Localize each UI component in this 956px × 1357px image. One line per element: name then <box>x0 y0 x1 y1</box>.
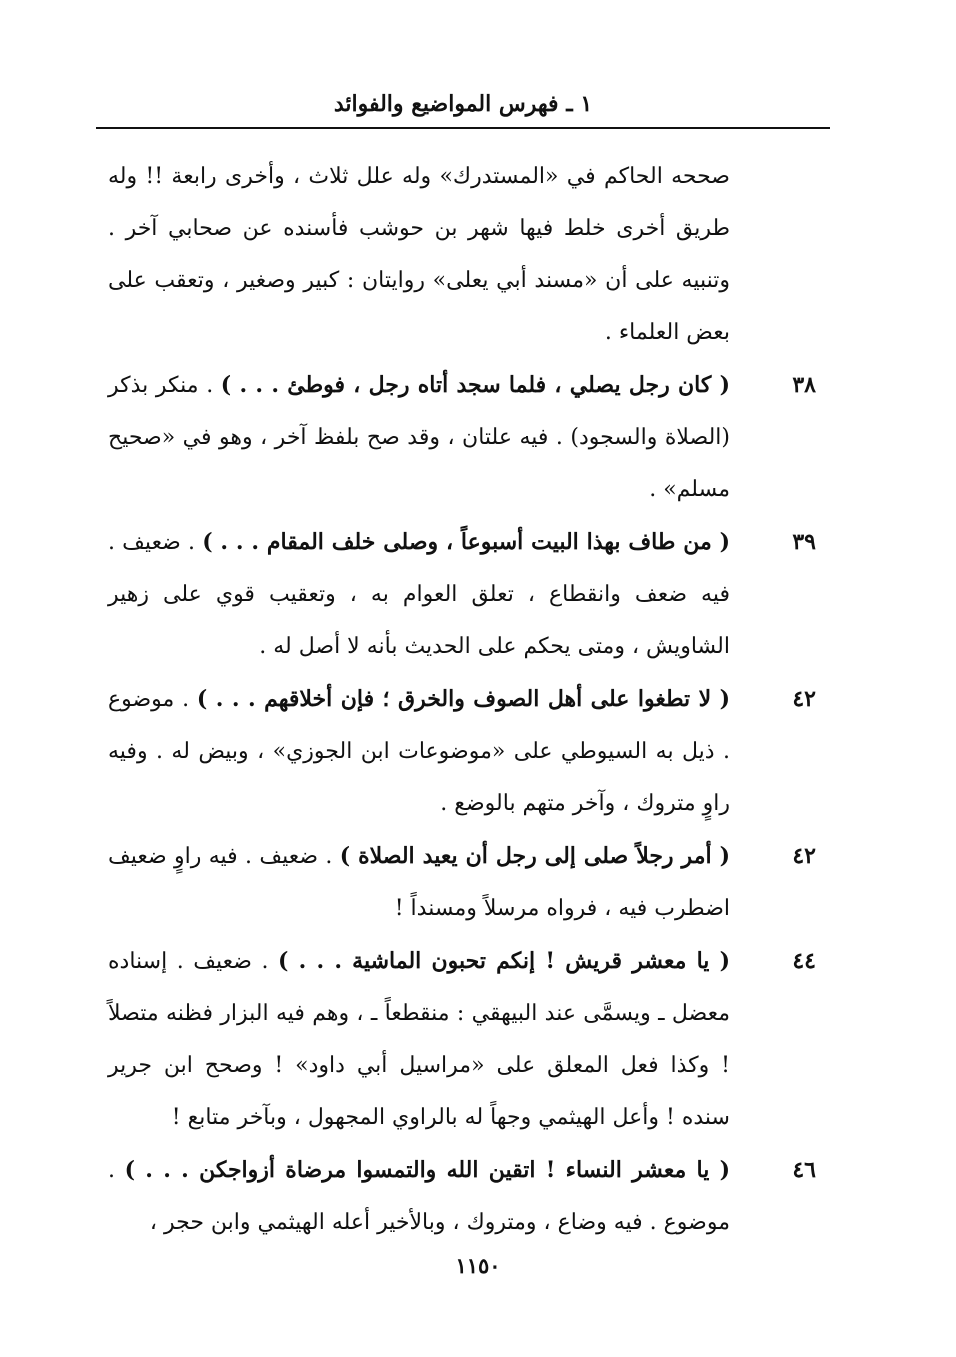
page-number: ١١٥٠ <box>455 1253 501 1278</box>
entry-number: ٤٤ <box>792 948 816 974</box>
entry-number: ٤٢ <box>792 843 816 869</box>
entry-46 <box>0 1144 956 1249</box>
entry-39 <box>0 516 956 673</box>
header-rule <box>96 127 830 129</box>
entry-44 <box>0 935 956 1144</box>
entry-number: ٤٢ <box>792 686 816 712</box>
entry-body: . ضعيف . فيه ضعف وانقطاع ، تعلق العوام به ، وتعقيب قوي على زهير الشاويش ، ومتى يحكم على الحديث بأنه لا أصل له . <box>108 530 730 659</box>
entry-body: . موضوع . فيه وضاع ، ومتروك ، وبالأخير أعله الهيثمي وابن حجر ، <box>108 1158 730 1235</box>
entry-38 <box>0 359 956 516</box>
entry-lead: ( لا تطغوا على أهل الصوف والخرق ؛ فإن أخلاقهم . . . ) <box>196 686 730 712</box>
entry-body: . ضعيف . فيه راوٍ ضعيف اضطرب فيه ، فرواه مرسلاً ومسنداً ! <box>108 844 730 921</box>
entry-lead: ( من طاف بهذا البيت أسبوعاً ، وصلى خلف المقام . . . ) <box>202 529 730 555</box>
entry-text <box>108 830 730 935</box>
entry-42-a <box>0 673 956 830</box>
entry-lead: ( كان رجل يصلي ، فلما سجد أتاه رجل ، فوطئ . . . ) <box>220 372 731 398</box>
entry-body: . منكر بذكر (الصلاة والسجود) . فيه علتان ، وقد صح بلفظ آخر ، وهو في «صحيح مسلم» . <box>108 373 730 502</box>
entry-text <box>108 150 730 359</box>
entry-text <box>108 935 730 1144</box>
entry-number: ٣٩ <box>792 529 816 555</box>
running-header: ١ ـ فهرس المواضيع والفوائد <box>333 91 593 117</box>
entry-lead: ( يا معشر قريش ! إنكم تحبون الماشية . . . ) <box>278 948 730 974</box>
entry-42-b <box>0 830 956 935</box>
entry-text <box>108 673 730 830</box>
entry-text <box>108 516 730 673</box>
entry-text <box>108 359 730 516</box>
index-entries <box>0 150 956 1249</box>
entry-body: . موضوع . ذيل به السيوطي على «موضوعات ابن الجوزي» ، وبيض له . وفيه راوٍ متروك ، وآخر متهم بالوضع . <box>108 687 730 816</box>
entry-lead: ( يا معشر النساء ! اتقين الله والتمسوا مرضاة أزواجكن . . . ) <box>124 1157 731 1183</box>
entry-text <box>108 1144 730 1249</box>
entry-lead: ( أمر رجلاً صلى إلى رجل أن يعيد الصلاة ) <box>339 843 730 869</box>
entry-body: صححه الحاكم في «المستدرك» وله علل ثلاث ، وأخرى رابعة !! وله طريق أخرى خلط فيها شهر بن حوشب فأسنده عن صحابي آخر . وتنبيه على أن «مسند أبي يعلى» روايتان : كبير وصغير ، وتعقب على بعض العلماء . <box>108 164 730 345</box>
entry-number: ٤٦ <box>792 1157 816 1183</box>
entry-number: ٣٨ <box>792 372 816 398</box>
entry-continuation <box>0 150 956 359</box>
entry-body: . ضعيف . إسناده معضل ـ ويسمَّى عند البيهقي : منقطعاً ـ ، وهم فيه البزار فظنه متصلاً ! وكذا فعل المعلق على «مراسيل أبي داود» ! وصحح ابن جرير سنده ! وأعل الهيثمي وجهاً له بالراوي المجهول ، وبآخر متابع ! <box>108 949 730 1130</box>
